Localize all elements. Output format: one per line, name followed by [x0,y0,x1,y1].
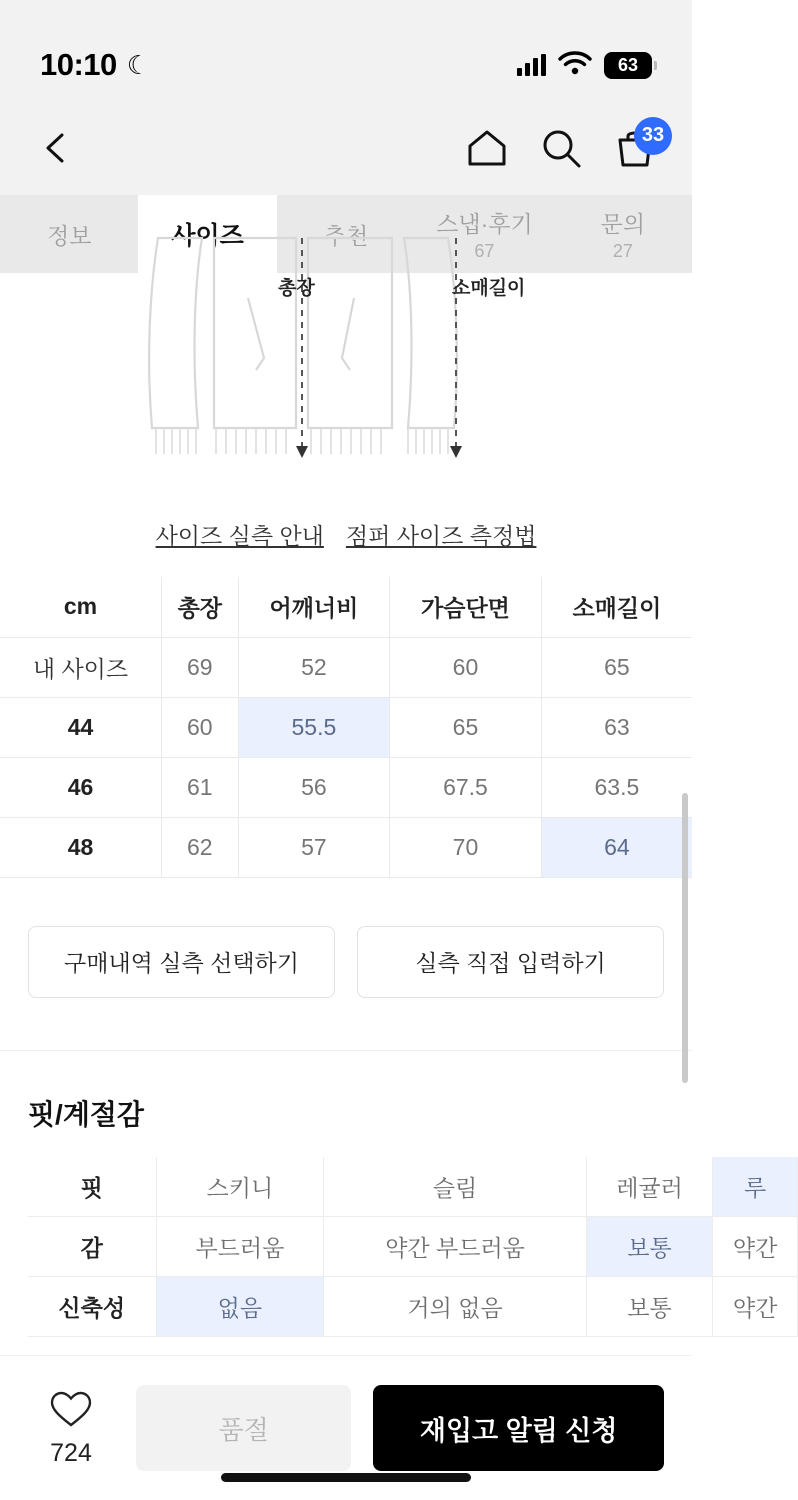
crescent-moon-icon: ☾ [126,50,151,80]
cell-highlighted: 루 [713,1157,798,1217]
link-jumper-measure-method[interactable]: 점퍼 사이즈 측정법 [345,523,537,549]
row-label-stretch: 신축성 [28,1277,156,1337]
cell: 65 [390,697,542,757]
nav-actions [464,124,665,171]
cell: 보통 [586,1277,712,1337]
cell: 52 [238,637,390,697]
home-indicator [221,1473,471,1482]
cell-highlighted: 보통 [586,1217,712,1277]
illustration-label-sleeve: 소매길이 [452,278,526,299]
manual-measurement-input-button[interactable]: 실측 직접 입력하기 [357,926,664,998]
col-shoulder-width: 어깨너비 [238,577,390,637]
cell-highlighted: 55.5 [238,697,390,757]
search-icon[interactable] [538,125,584,171]
tab-label: 정보 [46,222,92,249]
size-measurement-illustration [0,273,692,488]
wifi-icon [558,51,592,80]
battery-indicator: 63 [604,52,652,79]
tab-count: 67 [474,241,495,261]
row-label-fit: 핏 [28,1157,156,1217]
like-button[interactable] [28,1388,114,1468]
cell: 70 [390,817,542,877]
cell: 63.5 [541,757,692,817]
row-label: 48 [0,817,162,877]
table-row [0,637,692,697]
col-sleeve-length: 소매길이 [541,577,692,637]
cell-highlighted: 64 [541,817,692,877]
select-from-purchase-history-button[interactable]: 구매내역 실측 선택하기 [28,926,335,998]
cell: 거의 없음 [324,1277,587,1337]
cart-count-badge: 33 [634,117,672,155]
measurement-actions [0,878,692,998]
status-bar-right [517,51,652,80]
link-size-guide[interactable]: 사이즈 실측 안내 [155,523,324,549]
row-label: 46 [0,757,162,817]
cell-highlighted: 없음 [156,1277,324,1337]
col-total-length: 총장 [162,577,239,637]
cell: 61 [162,757,239,817]
illustration-label-length: 총장 [278,278,315,299]
cell: 63 [541,697,692,757]
tab-label: 추천 [323,222,369,249]
cell: 62 [162,817,239,877]
table-row [28,1157,798,1217]
size-tab-content [0,273,778,1500]
table-row [28,1217,798,1277]
tab-count: 27 [612,241,633,261]
cell: 56 [238,757,390,817]
size-measurement-table [0,577,692,878]
table-row [0,757,692,817]
row-label: 44 [0,697,162,757]
row-label-touch: 감 [28,1217,156,1277]
cell: 레귤러 [586,1157,712,1217]
tab-inquiry[interactable] [554,195,692,273]
home-icon[interactable] [464,125,510,171]
shopping-bag-icon[interactable] [612,124,665,171]
status-bar [0,0,692,100]
cell: 65 [541,637,692,697]
like-count: 724 [50,1439,92,1467]
back-button[interactable] [34,125,80,171]
cell: 약간 [713,1277,798,1337]
tab-label: 스냅·후기 [436,211,533,237]
table-row [0,817,692,877]
soldout-button: 품절 [136,1385,351,1471]
cell: 69 [162,637,239,697]
cell: 60 [162,697,239,757]
cell: 부드러움 [156,1217,324,1277]
status-time: 10:10 [40,47,117,82]
cell: 약간 부드러움 [324,1217,587,1277]
col-unit: cm [0,577,162,637]
heart-icon [48,1388,94,1435]
cell: 67.5 [390,757,542,817]
row-label: 내 사이즈 [0,637,162,697]
restock-notification-button[interactable]: 재입고 알림 신청 [373,1385,664,1471]
navigation-bar [0,100,692,195]
table-row [28,1277,798,1337]
cell: 슬림 [324,1157,587,1217]
col-chest: 가슴단면 [390,577,542,637]
status-bar-left [40,47,150,83]
tab-label: 문의 [600,211,646,237]
cell: 약간 [713,1217,798,1277]
fit-season-section-title: 핏/계절감 [28,1098,144,1130]
cellular-signal-icon [517,54,546,76]
tab-info[interactable] [0,195,138,273]
table-header-row [0,577,692,637]
cell: 57 [238,817,390,877]
cell: 스키니 [156,1157,324,1217]
page-scrollbar[interactable] [682,793,688,1083]
fit-season-table [28,1157,798,1338]
cell: 60 [390,637,542,697]
table-row [0,697,692,757]
tab-label: 사이즈 [171,222,244,250]
